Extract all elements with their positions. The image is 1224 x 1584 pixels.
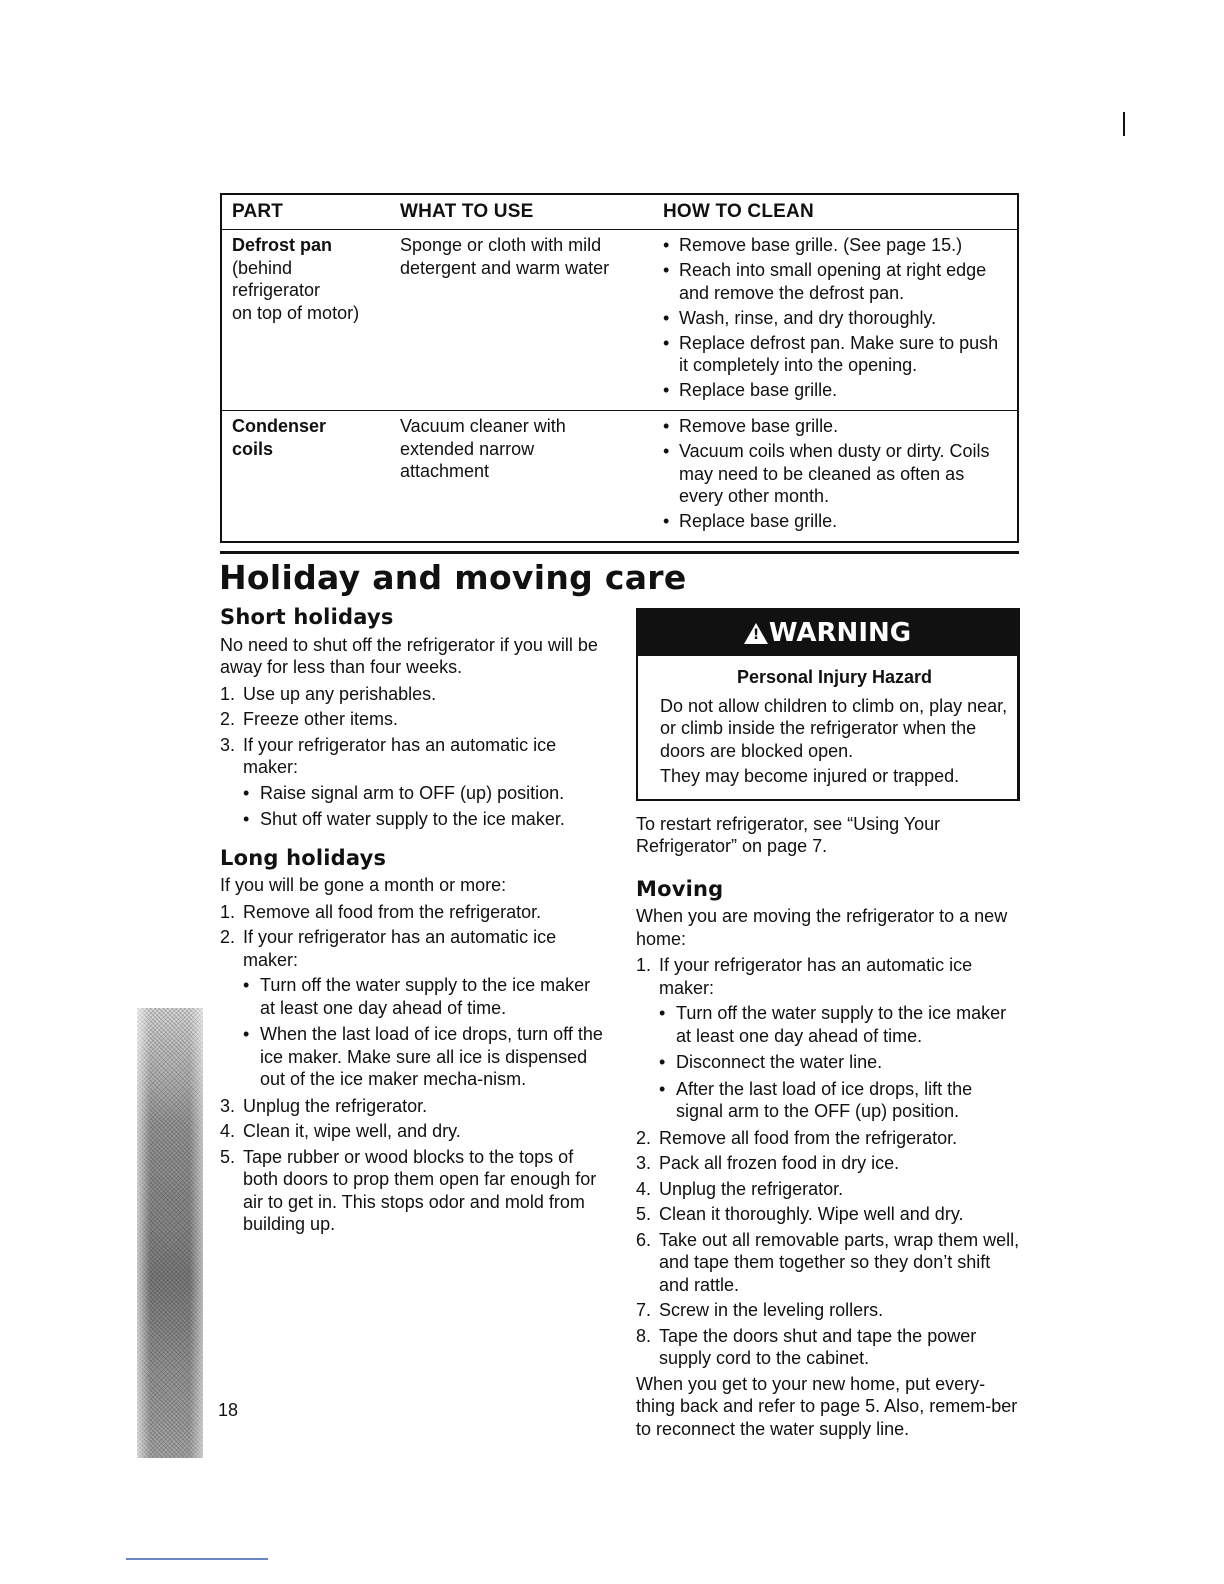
header-how-to-clean: HOW TO CLEAN — [663, 201, 814, 222]
section-title: Holiday and moving care — [219, 558, 687, 597]
part-detail: (behind refrigerator on top of motor) — [232, 257, 360, 323]
step-number: 2. — [220, 927, 236, 947]
warning-box — [636, 608, 1020, 801]
list-item — [220, 683, 610, 706]
part-name: Defrost pan — [232, 235, 333, 255]
header-part: PART — [232, 201, 284, 222]
right-column — [636, 608, 1022, 1444]
long-holidays-intro: If you will be gone a month or more: — [220, 875, 507, 895]
what-to-use-cell — [392, 411, 655, 541]
list-item: • Raise signal arm to OFF (up) position. — [243, 782, 610, 805]
clean-step: • Reach into small opening at right edge and remove the defrost pan. — [663, 259, 1011, 304]
clean-step: • Replace defrost pan. Make sure to push it completely into the opening. — [663, 332, 1011, 377]
short-holidays-steps — [220, 683, 610, 831]
list-item — [636, 954, 1022, 1123]
moving-heading: Moving — [636, 876, 724, 901]
ice-maker-bullets — [659, 1002, 1022, 1123]
list-item — [220, 708, 610, 731]
moving-steps — [636, 954, 1022, 1370]
step-text: Clean it thoroughly. Wipe well and dry. — [659, 1204, 964, 1224]
list-item — [220, 734, 610, 831]
long-holidays-heading: Long holidays — [220, 845, 387, 870]
warning-text: They may become injured or trapped. — [660, 766, 960, 786]
step-number: 4. — [220, 1121, 236, 1141]
clean-step: • Remove base grille. (See page 15.) — [663, 234, 1011, 257]
list-item — [636, 1178, 1022, 1201]
part-cell — [222, 230, 392, 410]
page-edge-tab — [137, 1008, 203, 1458]
crop-mark — [1123, 112, 1125, 136]
step-text: If your refrigerator has an automatic ice maker: — [659, 955, 973, 998]
warning-body — [638, 656, 1017, 799]
what-to-use: Sponge or cloth with mild detergent and warm water — [400, 235, 610, 278]
list-item — [636, 1127, 1022, 1150]
step-number: 6. — [636, 1229, 652, 1250]
left-column — [220, 606, 610, 1239]
how-to-clean-cell — [655, 411, 1017, 541]
ice-maker-bullets — [243, 974, 610, 1091]
step-number: 1. — [636, 955, 652, 975]
clean-step: • Remove base grille. — [663, 415, 1011, 438]
step-number: 1. — [220, 683, 236, 704]
table-header — [222, 195, 1017, 230]
what-to-use-cell — [392, 230, 655, 410]
list-item: • Shut off water supply to the ice maker. — [243, 808, 610, 831]
short-holidays-heading: Short holidays — [220, 605, 394, 629]
step-text: Pack all frozen food in dry ice. — [659, 1153, 900, 1173]
list-item: • After the last load of ice drops, lift the signal arm to the OFF (up) position. — [659, 1078, 1022, 1123]
step-number: 3. — [220, 1095, 236, 1116]
table-row — [222, 410, 1017, 541]
long-holidays-steps — [220, 901, 610, 1236]
step-text: Freeze other items. — [243, 709, 399, 729]
clean-step: • Replace base grille. — [663, 510, 1011, 533]
warning-triangle-icon: ! — [744, 623, 768, 644]
section-rule — [220, 551, 1019, 554]
warning-text: Do not allow children to climb on, play near, or climb inside the refrigerator when the doors are blocked open. — [660, 695, 1008, 761]
step-number: 3. — [220, 734, 236, 755]
list-item: • Turn off the water supply to the ice maker at least one day ahead of time. — [659, 1002, 1022, 1047]
list-item — [636, 1299, 1022, 1322]
step-number: 8. — [636, 1325, 652, 1346]
list-item — [220, 1095, 610, 1118]
bottom-rule — [126, 1558, 268, 1560]
list-item — [636, 1152, 1022, 1175]
list-item — [220, 901, 610, 924]
restart-note: To restart refrigerator, see “Using Your Refrigerator” on page 7. — [636, 813, 941, 856]
step-text: Remove all food from the refrigerator. — [659, 1127, 958, 1148]
header-what-to-use: WHAT TO USE — [400, 201, 534, 222]
list-item: • When the last load of ice drops, turn off the ice maker. Make sure all ice is dispensed out of the ice maker mecha-nism. — [243, 1023, 610, 1091]
table-row — [222, 230, 1017, 410]
moving-intro: When you are moving the refrigerator to a new home: — [636, 906, 1008, 949]
clean-step: • Wash, rinse, and dry thoroughly. — [663, 307, 1011, 330]
step-number: 7. — [636, 1300, 652, 1320]
page-number: 18 — [218, 1400, 239, 1420]
step-text: If your refrigerator has an automatic ice maker: — [243, 927, 557, 970]
list-item — [636, 1203, 1022, 1226]
care-table — [220, 193, 1019, 543]
warning-banner — [638, 610, 1017, 656]
clean-step: • Replace base grille. — [663, 379, 1011, 402]
warning-label: WARNING — [768, 617, 912, 648]
part-name: Condenser coils — [232, 416, 327, 459]
step-text: If your refrigerator has an automatic ice maker: — [243, 734, 557, 777]
step-number: 5. — [636, 1204, 652, 1224]
list-item: • Turn off the water supply to the ice maker at least one day ahead of time. — [243, 974, 610, 1019]
step-text: Clean it, wipe well, and dry. — [243, 1121, 461, 1141]
step-text: Take out all removable parts, wrap them well, and tape them together so they don’t shift and rattle. — [659, 1229, 1020, 1295]
how-to-clean-cell — [655, 230, 1017, 410]
step-text: Screw in the leveling rollers. — [659, 1300, 884, 1320]
warning-subtitle: Personal Injury Hazard — [736, 667, 933, 687]
step-number: 2. — [220, 709, 236, 729]
step-number: 3. — [636, 1153, 652, 1173]
step-text: Tape the doors shut and tape the power supply cord to the cabinet. — [659, 1325, 977, 1368]
short-holidays-intro: No need to shut off the refrigerator if you will be away for less than four weeks. — [220, 634, 598, 677]
list-item — [636, 1325, 1022, 1370]
step-number: 2. — [636, 1127, 652, 1148]
step-text: Remove all food from the refrigerator. — [243, 901, 542, 922]
part-cell — [222, 411, 392, 541]
ice-maker-bullets — [243, 782, 610, 831]
step-number: 4. — [636, 1178, 652, 1199]
step-number: 1. — [220, 901, 236, 922]
list-item — [220, 926, 610, 1091]
step-text: Use up any perishables. — [243, 683, 437, 704]
list-item — [220, 1120, 610, 1143]
list-item: • Disconnect the water line. — [659, 1051, 1022, 1074]
list-item — [636, 1229, 1022, 1297]
step-number: 5. — [220, 1146, 236, 1167]
moving-closing: When you get to your new home, put every-thing back and refer to page 5. Also, remem-ber to reconnect the water supply line. — [636, 1373, 1018, 1439]
step-text: Tape rubber or wood blocks to the tops of both doors to prop them open far enough for air to get in. This stops odor and mold from building up. — [243, 1146, 597, 1234]
clean-step: • Vacuum coils when dusty or dirty. Coils may need to be cleaned as often as every other month. — [663, 440, 1011, 508]
list-item — [220, 1146, 610, 1236]
what-to-use: Vacuum cleaner with extended narrow attachment — [400, 416, 566, 481]
step-text: Unplug the refrigerator. — [243, 1095, 428, 1116]
step-text: Unplug the refrigerator. — [659, 1178, 844, 1199]
